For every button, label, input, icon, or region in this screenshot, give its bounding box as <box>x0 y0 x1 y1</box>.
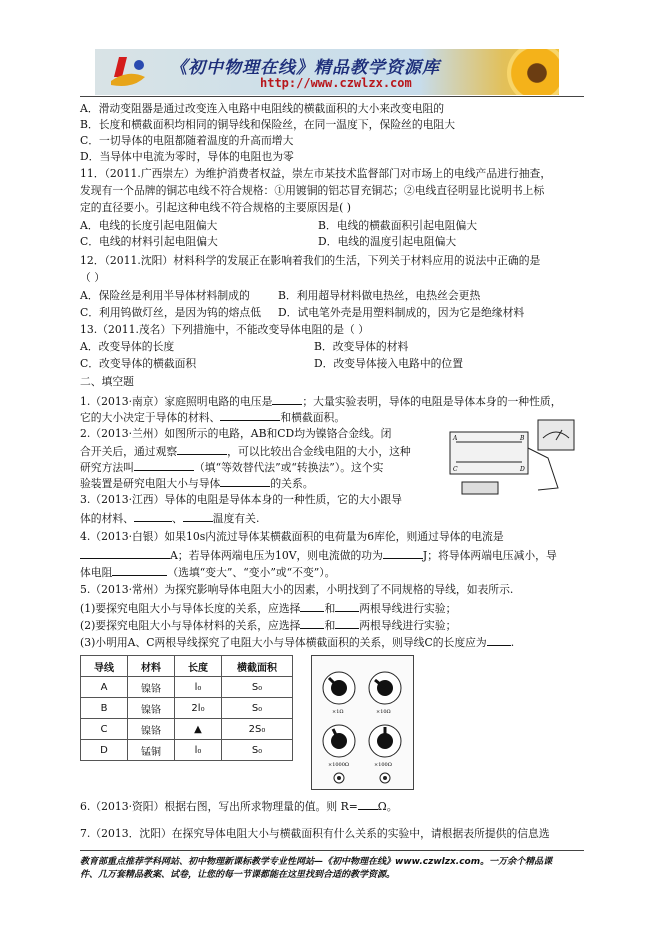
question-12: 12．（2011.沈阳）材料科学的发展正在影响着我们的生活，下列关于材料应用的说法中正确的是 <box>80 254 541 267</box>
table-cell: l₀ <box>175 740 222 761</box>
table-cell: 镍铬 <box>128 719 175 740</box>
banner-title: 《初中物理在线》精品教学资源库 <box>170 58 440 78</box>
option-line: C．一切导体的电阻都随着温度的升高而增大 <box>80 134 294 147</box>
logo-icon <box>105 55 151 91</box>
question-11-line: 定的直径要小。引起这种电线不符合规格的主要原因是( ) <box>80 201 351 214</box>
q13-option-d: D．改变导体接入电路中的位置 <box>314 357 464 370</box>
svg-text:C: C <box>453 466 458 473</box>
dial-label: ×100Ω <box>374 762 392 768</box>
dial-label: ×1000Ω <box>328 762 350 768</box>
table-cell: S₀ <box>222 698 293 719</box>
q12-option-c: C．利用钨做灯丝，是因为钨的熔点低 <box>80 306 262 319</box>
fill-q2-line3: 研究方法叫 （填“等效替代法”或“转换法”）。这个实 <box>80 461 384 474</box>
fill-q2-line4: 验装置是研究电阻大小与导体 的关系。 <box>80 477 314 490</box>
footer-line: 教育部重点推荐学科网站、初中物理新课标教学专业性网站—《初中物理在线》www.czwlzx.com。一万余个精品课 <box>80 857 553 867</box>
table-header: 导线 <box>81 656 128 677</box>
question-11: 11．（2011.广西崇左）为维护消费者权益，崇左市某技术监督部门对市场上的电线产品进行抽查， <box>80 167 552 180</box>
question-13: 13.（2011.茂名）下列措施中，不能改变导体电阻的是（ ） <box>80 323 370 336</box>
fill-q4-line3: 体电阻 （选填“变大”、“变小”或“不变”）。 <box>80 566 336 579</box>
table-cell: C <box>81 719 128 740</box>
header-banner <box>95 49 559 95</box>
option-line: D．当导体中电流为零时，导体的电阻也为零 <box>80 150 294 163</box>
footer <box>80 856 584 882</box>
table-row <box>81 698 293 719</box>
option-line: A．滑动变阻器是通过改变连入电路中电阻线的横截面积的大小来改变电阻的 <box>80 102 445 115</box>
q12-option-a: A．保险丝是利用半导体材料制成的 <box>80 289 250 302</box>
fill-q2-line2: 合开关后，通过观察 ，可以比较出合金线电阻的大小，这种 <box>80 445 411 458</box>
table-cell: D <box>81 740 128 761</box>
dial-label: ×10Ω <box>376 709 391 715</box>
table-cell: 2l₀ <box>175 698 222 719</box>
table-header: 横截面积 <box>222 656 293 677</box>
question-7: 7.（2013．沈阳）在探究导体电阻大小与横截面积有什么关系的实验中，请根据表所提供的信息选 <box>80 827 550 840</box>
fill-q2: 2.（2013·兰州）如图所示的电路，AB和CD均为镍铬合金线。闭 <box>80 427 392 440</box>
table-cell: S₀ <box>222 677 293 698</box>
footer-line: 件、几万套精品教案、试卷，让您的每一节课都能在这里找到合适的教学资源。 <box>80 870 396 880</box>
table-cell: S₀ <box>222 740 293 761</box>
table-cell: 2S₀ <box>222 719 293 740</box>
banner-url[interactable]: http://www.czwlzx.com <box>260 76 412 90</box>
section-heading: 二、填空题 <box>80 375 134 388</box>
fill-q5-line2: (1)要探究电阻大小与导体长度的关系，应选择 和 两根导线进行实验； <box>80 602 457 615</box>
q12-option-d: D．试电笔外壳是用塑料制成的，因为它是绝缘材料 <box>278 306 525 319</box>
q12-option-b: B．利用超导材料做电热丝，电热丝会更热 <box>278 289 481 302</box>
svg-text:D: D <box>520 466 525 473</box>
q11-option-c: C．电线的材料引起电阻偏大 <box>80 235 218 248</box>
fill-q3: 3.（2013·江西）导体的电阻是导体本身的一种性质，它的大小跟导 <box>80 493 402 506</box>
footer-rule <box>80 850 584 851</box>
dial-label: ×1Ω <box>332 709 344 715</box>
fill-q5-line4: (3)小明用A、C两根导线探究了电阻大小与导体横截面积的关系，则导线C的长度应为 . <box>80 636 515 649</box>
svg-text:A: A <box>453 435 458 442</box>
table-header-row <box>81 656 293 677</box>
sunflower-icon <box>507 49 559 95</box>
q11-option-d: D．电线的温度引起电阻偏大 <box>318 235 457 248</box>
table-cell: 锰铜 <box>128 740 175 761</box>
question-12-line: （ ） <box>80 271 106 284</box>
resistance-box-figure <box>311 655 414 790</box>
fill-q1-line2: 它的大小决定于导体的材料、 和横截面积。 <box>80 411 346 424</box>
table-row <box>81 740 293 761</box>
table-cell: ▲ <box>175 719 222 740</box>
table-cell: A <box>81 677 128 698</box>
dial-icons <box>312 656 413 789</box>
option-line: B．长度和横截面积均相同的铜导线和保险丝，在同一温度下，保险丝的电阻大 <box>80 118 456 131</box>
circuit-figure <box>448 418 578 500</box>
table-header: 材料 <box>128 656 175 677</box>
table-cell: B <box>81 698 128 719</box>
header-rule <box>80 96 584 97</box>
q13-option-b: B．改变导体的材料 <box>314 340 409 353</box>
q11-option-b: B．电线的横截面积引起电阻偏大 <box>318 219 478 232</box>
fill-q6: 6.（2013·资阳）根据右图，写出所求物理量的值。则 R= Ω。 <box>80 800 398 813</box>
table-cell: 镍铬 <box>128 677 175 698</box>
q13-option-c: C．改变导体的横截面积 <box>80 357 197 370</box>
fill-q3-line2: 体的材料、 、 温度有关. <box>80 512 260 525</box>
fill-q5-line3: (2)要探究电阻大小与导体材料的关系，应选择 和 两根导线进行实验； <box>80 619 457 632</box>
table-cell: l₀ <box>175 677 222 698</box>
svg-text:B: B <box>520 435 525 442</box>
fill-q4: 4.（2013·白银）如果10s内流过导体某横截面积的电荷量为6库伦，则通过导体的电流是 <box>80 530 504 543</box>
fill-q5: 5.（2013·常州）为探究影响导体电阻大小的因素，小明找到了不同规格的导线，如表所示. <box>80 583 514 596</box>
q11-option-a: A．电线的长度引起电阻偏大 <box>80 219 218 232</box>
wire-table <box>80 655 293 761</box>
question-11-line: 发现有一个品牌的铜芯电线不符合规格：①用镀铜的铝芯冒充铜芯；②电线直径明显比说明书上标 <box>80 184 545 197</box>
table-header: 长度 <box>175 656 222 677</box>
table-row <box>81 677 293 698</box>
fill-q4-line2: A；若导体两端电压为10V，则电流做的功为 J；将导体两端电压减小，导 <box>80 547 557 563</box>
fill-q1: 1.（2013·南京）家庭照明电路的电压是 ；大量实验表明，导体的电阻是导体本身的一种性质， <box>80 395 562 408</box>
table-row <box>81 719 293 740</box>
table-cell: 镍铬 <box>128 698 175 719</box>
q13-option-a: A．改变导体的长度 <box>80 340 175 353</box>
